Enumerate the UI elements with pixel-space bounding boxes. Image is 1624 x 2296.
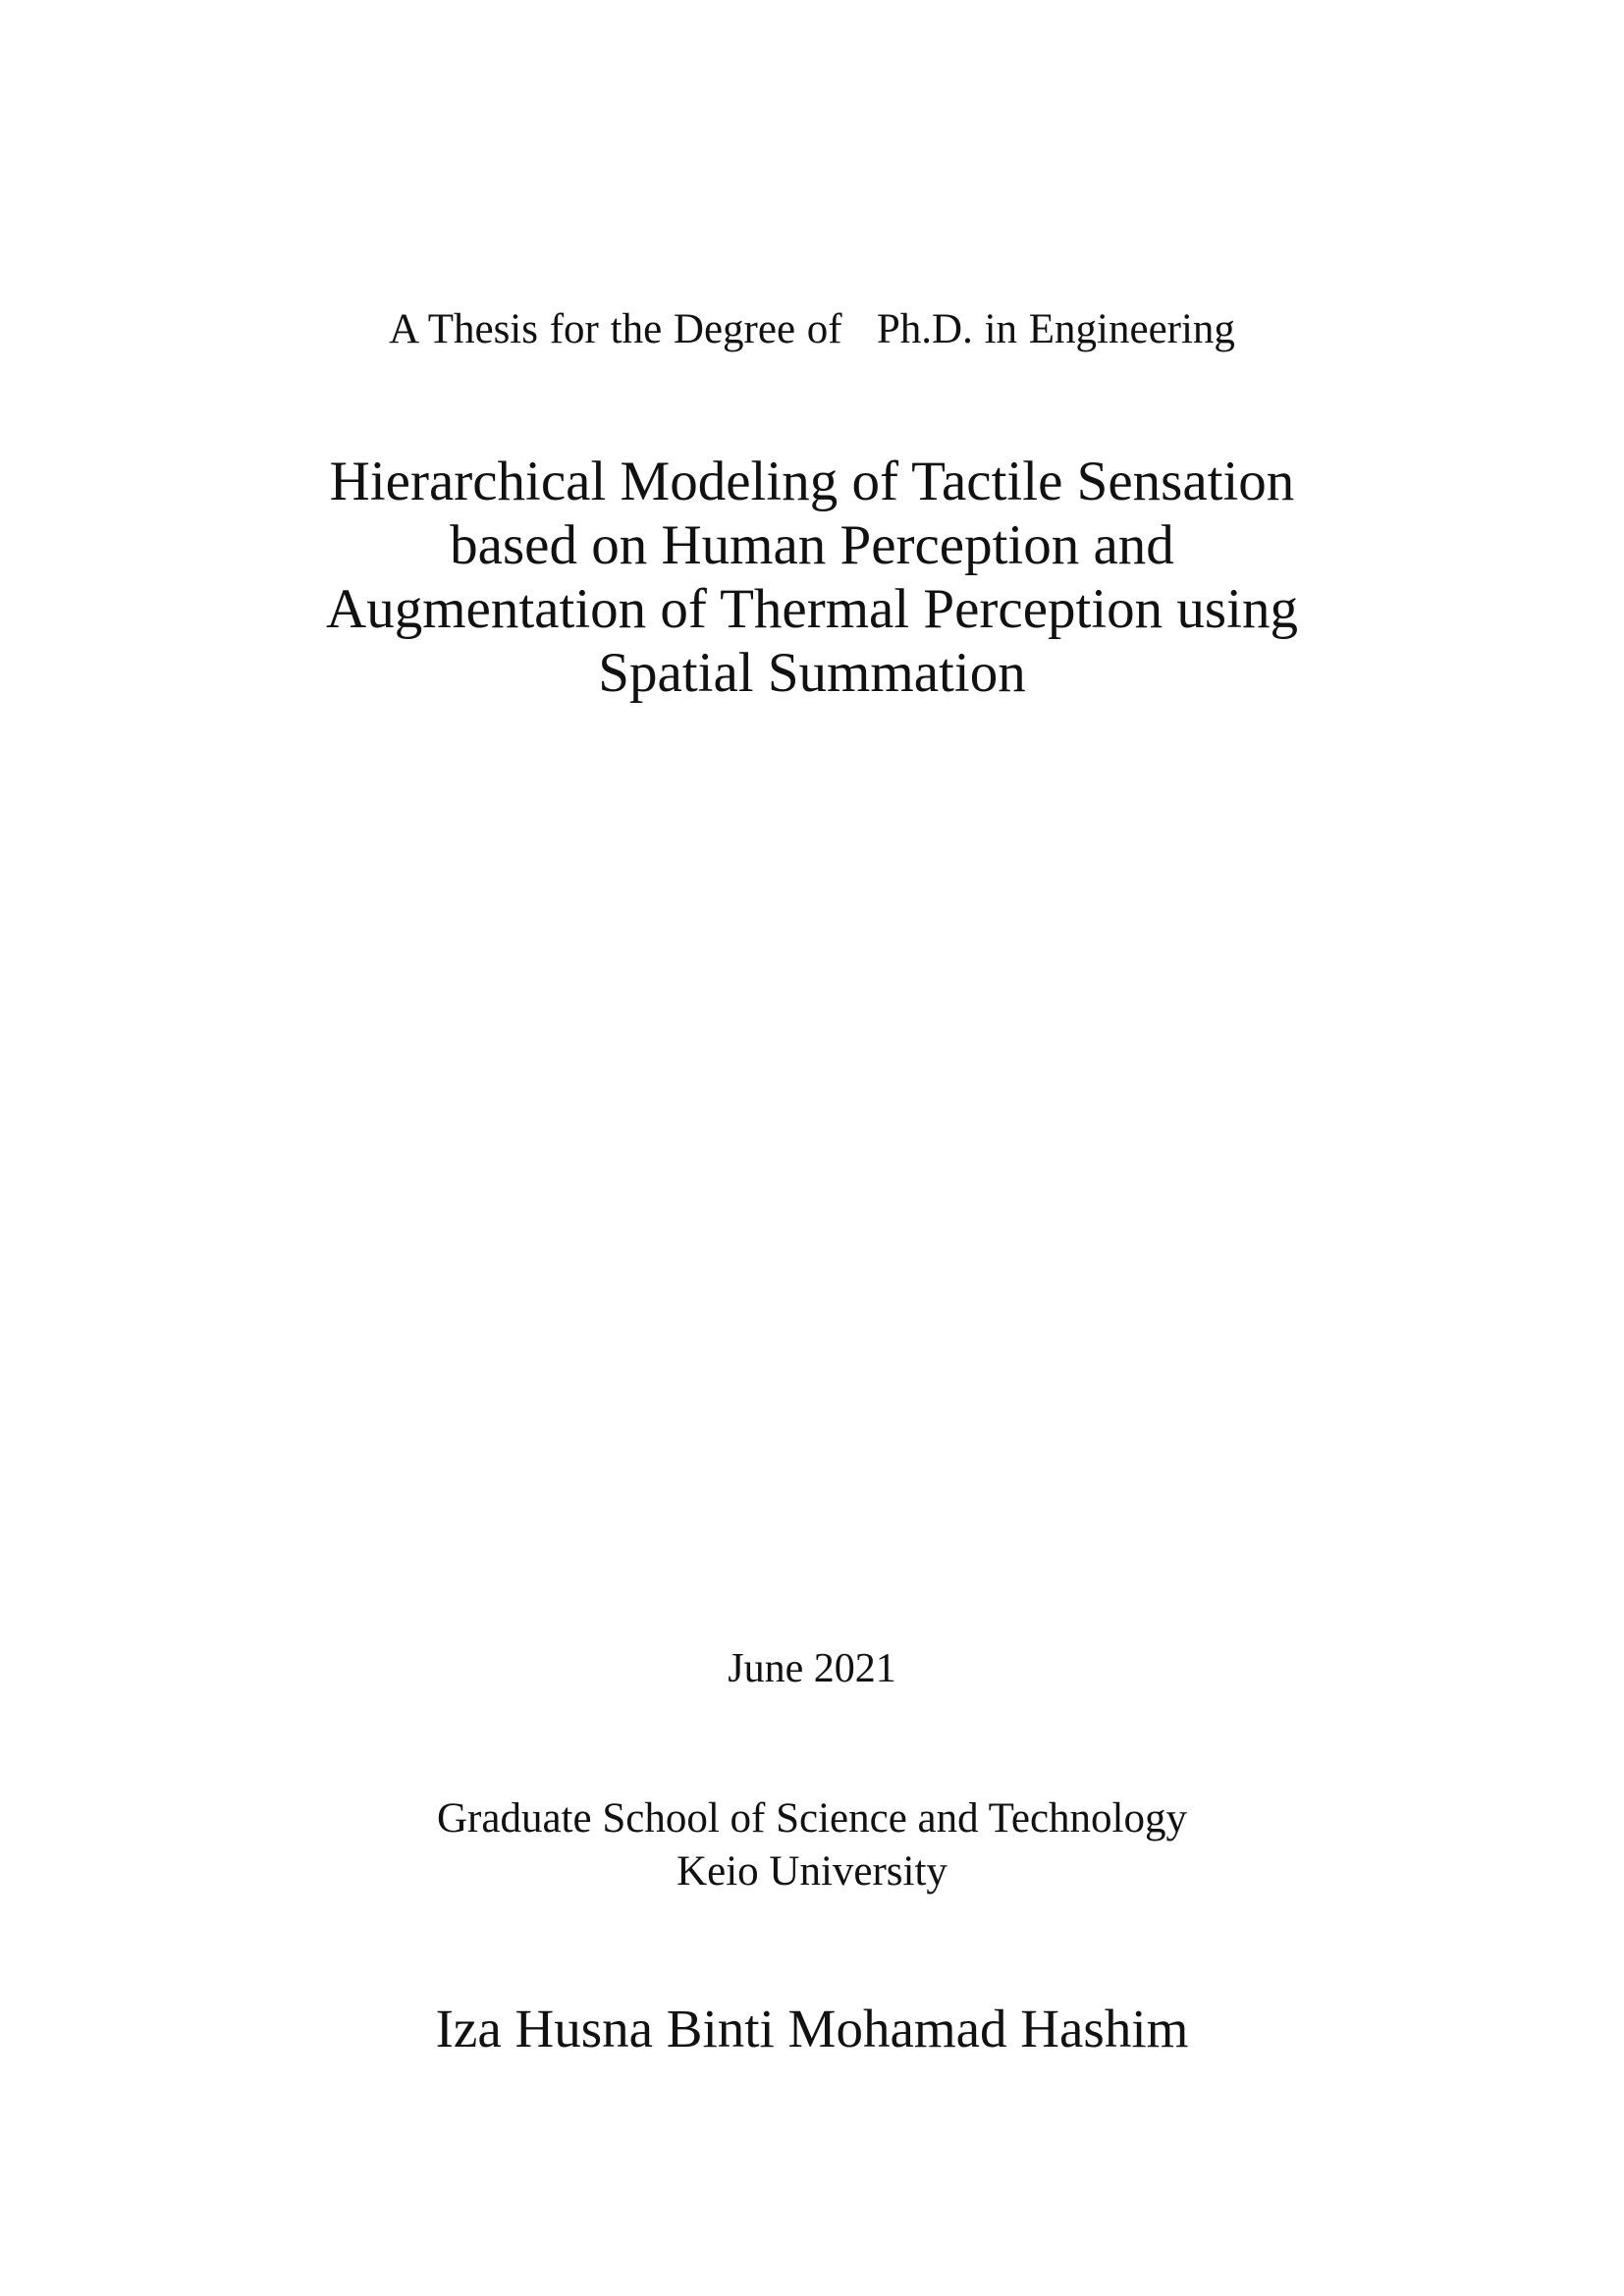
degree-statement: A Thesis for the Degree of Ph.D. in Engineering [389, 306, 1235, 352]
title-line-3: Augmentation of Thermal Perception using [326, 578, 1298, 640]
thesis-title [0, 450, 1624, 705]
graduate-school: Graduate School of Science and Technology [437, 1795, 1187, 1842]
university-name: Keio University [677, 1848, 947, 1895]
title-line-1: Hierarchical Modeling of Tactile Sensation [329, 451, 1295, 512]
title-line-2: based on Human Perception and [450, 514, 1174, 576]
author-name: Iza Husna Binti Mohamad Hashim [435, 1999, 1189, 2058]
title-line-4: Spatial Summation [598, 642, 1026, 704]
submission-date: June 2021 [728, 1646, 896, 1691]
